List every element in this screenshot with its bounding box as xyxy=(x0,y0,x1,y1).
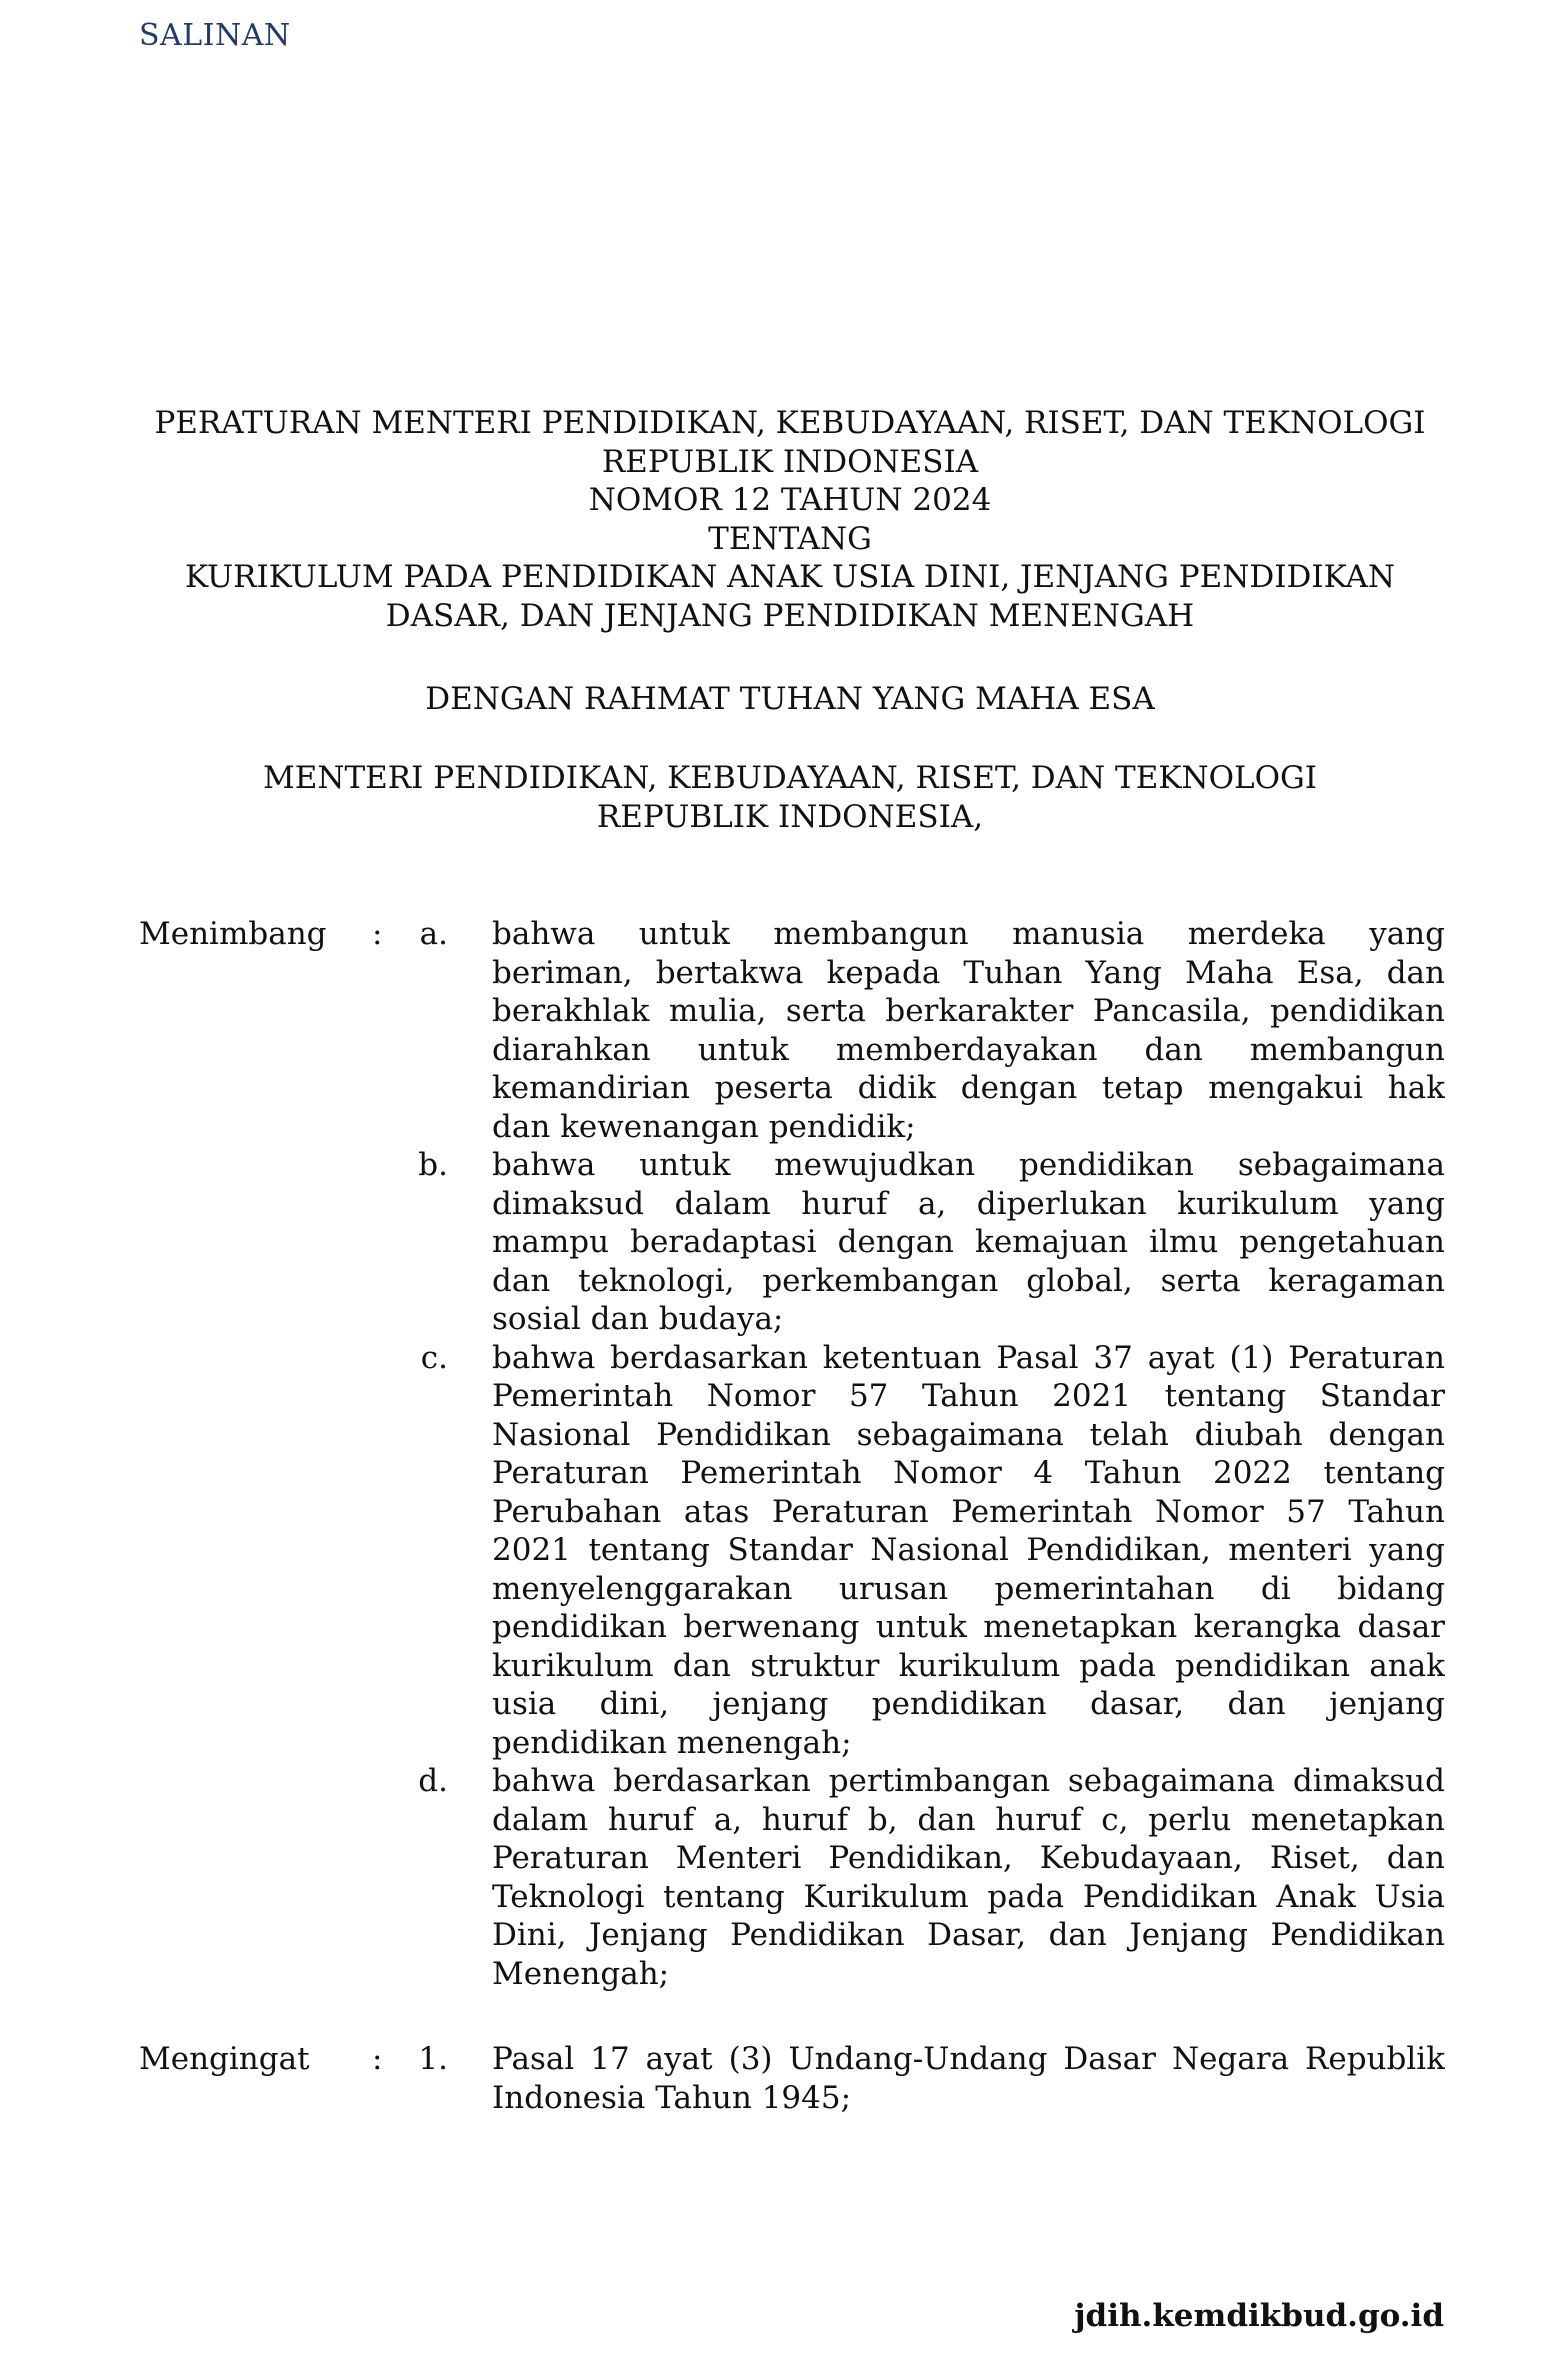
item-line: sosial dan budaya; xyxy=(492,1301,784,1337)
regulation-title xyxy=(120,404,1460,635)
item-line: mampu beradaptasi dengan kemajuan ilmu pengetahuan xyxy=(492,1224,1445,1260)
title-line: DASAR, DAN JENJANG PENDIDIKAN MENENGAH xyxy=(385,597,1195,634)
item-marker: a. xyxy=(419,916,448,952)
item-line: usia dini, jenjang pendidikan dasar, dan jenjang xyxy=(492,1686,1445,1722)
menteri-line: MENTERI PENDIDIKAN, KEBUDAYAAN, RISET, DAN TEKNOLOGI xyxy=(262,760,1318,796)
mengingat-label: Mengingat xyxy=(139,2041,310,2077)
item-line: beriman, bertakwa kepada Tuhan Yang Maha Esa, dan xyxy=(492,954,1445,991)
item-line: bahwa berdasarkan pertimbangan sebagaimana dimaksud xyxy=(492,1763,1445,1799)
title-line: PERATURAN MENTERI PENDIDIKAN, KEBUDAYAAN, RISET, DAN TEKNOLOGI xyxy=(154,405,1426,441)
footer-url[interactable]: jdih.kemdikbud.go.id xyxy=(1074,2298,1444,2334)
item-line: Peraturan Pemerintah Nomor 4 Tahun 2022 tentang xyxy=(492,1455,1445,1491)
item-line: menyelenggarakan urusan pemerintahan di bidang xyxy=(492,1570,1445,1607)
title-line: REPUBLIK INDONESIA xyxy=(601,443,979,480)
title-line: NOMOR 12 TAHUN 2024 xyxy=(588,482,992,518)
rahmat-line: DENGAN RAHMAT TUHAN YANG MAHA ESA xyxy=(425,681,1155,717)
item-line: pendidikan menengah; xyxy=(492,1724,852,1761)
item-line: 2021 tentang Standar Nasional Pendidikan, menteri yang xyxy=(492,1532,1445,1568)
item-line: Dini, Jenjang Pendidikan Dasar, dan Jenjang Pendidikan xyxy=(492,1917,1445,1953)
item-marker: d. xyxy=(418,1763,448,1799)
item-line: Menengah; xyxy=(492,1955,670,1992)
item-marker: 1. xyxy=(418,2041,448,2077)
title-line: TENTANG xyxy=(708,520,872,557)
item-line: kurikulum dan struktur kurikulum pada pendidikan anak xyxy=(492,1647,1445,1684)
item-line: Indonesia Tahun 1945; xyxy=(492,2079,852,2116)
item-marker: c. xyxy=(420,1339,448,1376)
item-line: kemandirian peserta didik dengan tetap mengakui hak xyxy=(492,1070,1445,1106)
item-line: Perubahan atas Peraturan Pemerintah Nomor 57 Tahun xyxy=(492,1493,1445,1530)
item-line: dan kewenangan pendidik; xyxy=(492,1108,916,1145)
menimbang-label: Menimbang xyxy=(139,916,327,952)
menimbang-colon: : xyxy=(372,916,383,952)
item-text xyxy=(492,1762,1445,1993)
item-line: pendidikan berwenang untuk menetapkan kerangka dasar xyxy=(492,1609,1445,1645)
menteri-line: REPUBLIK INDONESIA, xyxy=(596,798,984,835)
item-text xyxy=(492,2040,1445,2117)
item-marker: b. xyxy=(418,1147,448,1183)
item-line: bahwa untuk membangun manusia merdeka yang xyxy=(492,916,1445,952)
item-text xyxy=(492,1339,1445,1763)
item-line: berakhlak mulia, serta berkarakter Pancasila, pendidikan xyxy=(492,993,1445,1029)
item-line: Peraturan Menteri Pendidikan, Kebudayaan, Riset, dan xyxy=(492,1840,1445,1876)
item-line: diarahkan untuk memberdayakan dan membangun xyxy=(492,1031,1445,1068)
item-line: Pemerintah Nomor 57 Tahun 2021 tentang Standar xyxy=(492,1378,1445,1414)
item-line: dalam huruf a, huruf b, dan huruf c, perlu menetapkan xyxy=(492,1801,1445,1838)
item-line: bahwa untuk mewujudkan pendidikan sebagaimana xyxy=(492,1147,1445,1183)
item-line: bahwa berdasarkan ketentuan Pasal 37 ayat (1) Peraturan xyxy=(492,1339,1445,1376)
rahmat-heading xyxy=(120,680,1460,719)
menteri-heading xyxy=(120,759,1460,836)
item-text xyxy=(492,915,1445,1146)
mengingat-colon: : xyxy=(372,2041,383,2077)
item-line: Nasional Pendidikan sebagaimana telah diubah dengan xyxy=(492,1416,1445,1453)
item-line: dimaksud dalam huruf a, diperlukan kurikulum yang xyxy=(492,1185,1445,1222)
item-line: Pasal 17 ayat (3) Undang-Undang Dasar Negara Republik xyxy=(492,2041,1445,2077)
salinan-watermark: SALINAN xyxy=(139,18,291,53)
title-line: KURIKULUM PADA PENDIDIKAN ANAK USIA DINI, JENJANG PENDIDIKAN xyxy=(184,559,1396,595)
item-line: dan teknologi, perkembangan global, serta keragaman xyxy=(492,1262,1445,1299)
item-text xyxy=(492,1146,1445,1339)
item-line: Teknologi tentang Kurikulum pada Pendidikan Anak Usia xyxy=(492,1878,1445,1915)
